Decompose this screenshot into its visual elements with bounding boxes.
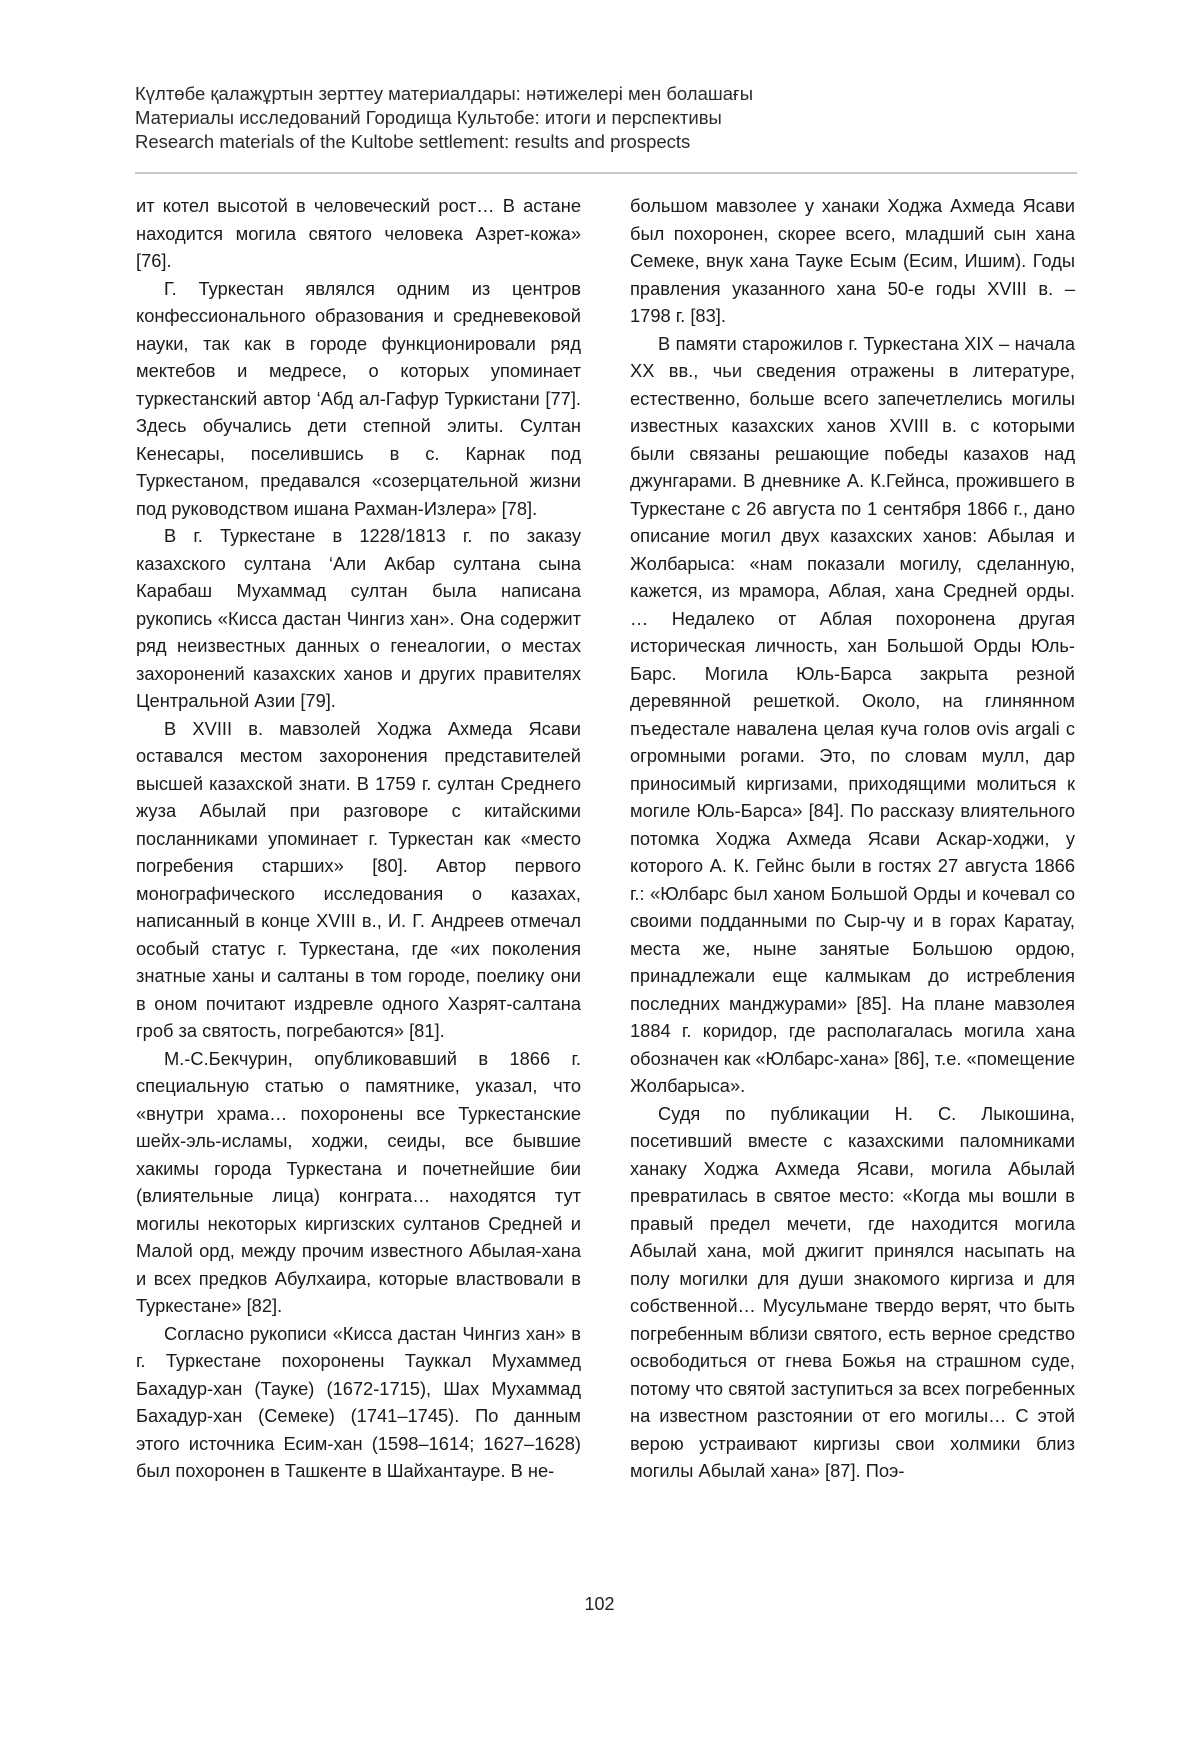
header-divider [135, 172, 1077, 174]
header-title-en: Research materials of the Kultobe settlement: results and prospects [135, 131, 691, 152]
paragraph: В XVIII в. мавзолей Ходжа Ахмеда Ясави оставался местом захоронения представителей высшей казахской знати. В 1759 г. султан Среднего жуза Абылай при разговоре с китайскими посланниками упоминает г. Туркестан как «место погребения старших» [80]. Автор первого монографического исследования о казахах, написанный в конце XVIII в., И. Г. Андреев отмечал особый статус г. Туркестана, где «их поколения знатные ханы и салтаны в том городе, поелику они в оном почитают издревле одного Хазрят-салтана гроб за святость, погребаются» [81]. [136, 717, 581, 1041]
left-column [136, 192, 581, 1485]
header-title-ru: Материалы исследований Городища Культобе: итоги и перспективы [135, 107, 722, 128]
paragraph: большом мавзолее у ханаки Ходжа Ахмеда Ясави был похоронен, скорее всего, младший сын хана Семеке, внук хана Тауке Есым (Есим, Ишим). Годы правления указанного хана 50-е годы XVIII в. – 1798 г. [83]. [630, 195, 1075, 326]
paragraph: В г. Туркестане в 1228/1813 г. по заказу казахского султана ‘Али Акбар султана сына Карабаш Мухаммад султан была написана рукопись «Кисса дастан Чингиз хан». Она содержит ряд неизвестных данных о генеалогии, о местах захоронений казахских ханов и других правителях Центральной Азии [79]. [136, 525, 581, 711]
header-title-kz: Күлтөбе қалажұртын зерттеу материалдары: нәтижелері мен болашағы [135, 83, 754, 104]
paragraph: ит котел высотой в человеческий рост… В астане находится могила святого человека Азрет-кожа» [76]. [136, 195, 581, 271]
page-number: 102 [584, 1594, 615, 1614]
paragraph: Согласно рукописи «Кисса дастан Чингиз хан» в г. Туркестане похоронены Тауккал Мухаммед Бахадур-хан (Тауке) (1672-1715), Шах Мухаммад Бахадур-хан (Семеке) (1741–1745). По данным этого источника Есим-хан (1598–1614; 1627–1628) был похоронен в Ташкенте в Шайхантауре. В не- [136, 1322, 581, 1481]
paragraph: М.-С.Бекчурин, опубликовавший в 1866 г. специальную статью о памятнике, указал, что «внутри храма… похоронены все Туркестанские шейх-эль-исламы, ходжи, сеиды, все бывшие хакимы города Туркестана и почетнейшие бии (влиятельные лица) конграта… находятся тут могилы некоторых киргизских султанов Средней и Малой орд, между прочим известного Абылая-хана и всех предков Абулхаира, которые властвовали в Туркестане» [82]. [136, 1047, 581, 1316]
paragraph: В памяти старожилов г. Туркестана XIX – начала XX вв., чьи сведения отражены в литературе, естественно, больше всего запечетлелись могилы известных казахских ханов XVIII в. с которыми были связаны решающие победы казахов над джунгарами. В дневнике А. К.Гейнса, прожившего в Туркестане с 26 августа по 1 сентября 1866 г., дано описание могил двух казахских ханов: Абылая и Жолбарыса: «нам показали могилу, сделанную, кажется, из мрамора, Аблая, хана Средней орды. … Недалеко от Аблая похоронена другая историческая личность, хан Большой Орды Юль-Барс. Могила Юль-Барса закрыта резной деревянной решеткой. Около, на глинянном пъедестале навалена целая куча голов ovis argali с огромными рогами. Это, по словам мулл, дар приносимый киргизами, приходящими молиться к могиле Юль-Барса» [84]. По рассказу влиятельного потомка Ходжа Ахмеда Ясави Аскар-ходжи, у которого А. К. Гейнс были в гостях 27 августа 1866 г.: «Юлбарс был ханом Большой Орды и кочевал со своими подданными по Сыр-чу и в горах Каратау, места же, ныне занятые Большою ордою, принадлежали еще калмыкам до истребления последних манджурами» [85]. На плане мавзолея 1884 г. коридор, где располагалась могила хана обозначен как «Юлбарс-хана» [86], т.е. «помещение Жолбарыса». [630, 332, 1075, 1096]
paragraph: Судя по публикации Н. С. Лыкошина, посетивший вместе с казахскими паломниками ханаку Ходжа Ахмеда Ясави, могила Абылай превратилась в святое место: «Когда мы вошли в правый предел мечети, где находится могила Абылай хана, мой джигит принялся насыпать на полу могилки для души знакомого киргиза и для собственной… Мусульмане твердо верят, что быть погребенным вблизи святого, есть верное средство освободиться от гнева Божья на страшном суде, потому что святой заступиться за всех погребенных на известном разстоянии от его могилы… С этой верою устраивают киргизы свои холмики близ могилы Абылай хана» [87]. Поэ- [630, 1102, 1075, 1481]
running-header [135, 82, 1075, 154]
paragraph: Г. Туркестан являлся одним из центров конфессионального образования и средневековой науки, так как в городе функционировали ряд мектебов и медресе, о которых упоминает туркестанский автор ‘Абд ал-Гафур Туркистани [77]. Здесь обучались дети степной элиты. Султан Кенесары, поселившись в с. Карнак под Туркестаном, предавался «созерцательной жизни под руководством ишана Рахман-Излера» [78]. [136, 277, 581, 519]
right-column [630, 192, 1075, 1485]
